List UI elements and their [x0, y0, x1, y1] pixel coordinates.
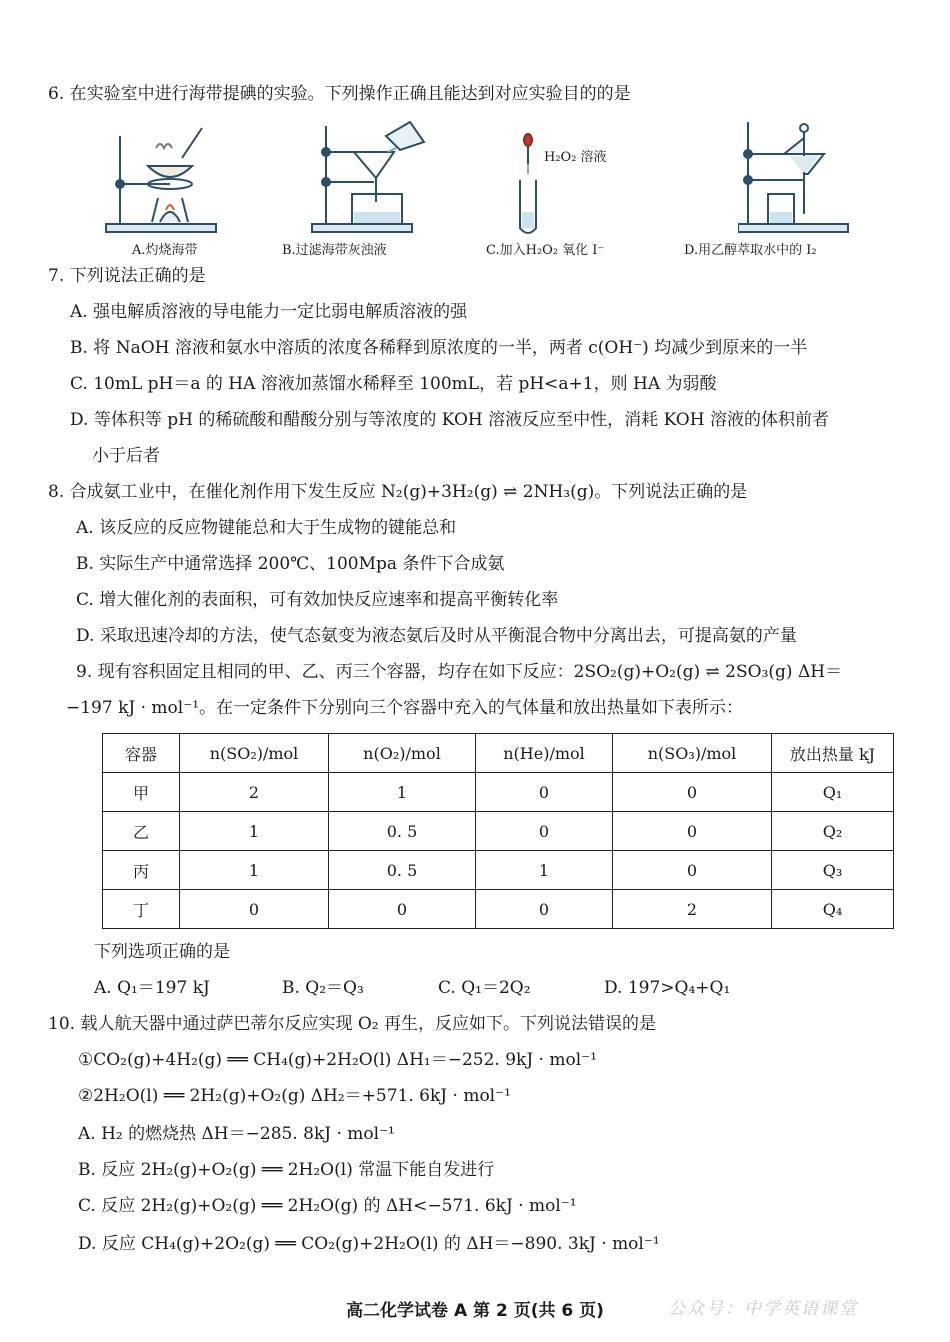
q7-option-c: C. 10mL pH＝a 的 HA 溶液加蒸馏水稀释至 100mL，若 pH<a+1，则 HA 为弱酸 [70, 374, 717, 394]
q10-option-c: C. 反应 2H₂(g)+O₂(g) ══ 2H₂O(g) 的 ΔH<−571. 6kJ · mol⁻¹ [78, 1196, 577, 1216]
table-cell: Q₁ [772, 773, 894, 812]
apparatus-a-crucible-burning [100, 118, 230, 240]
q7-stem: 7. 下列说法正确的是 [48, 266, 206, 286]
watermark: 公众号：中学英语课堂 [668, 1299, 858, 1319]
page-footer: 高二化学试卷 A 第 2 页(共 6 页) [346, 1301, 604, 1321]
table-cell: 丁 [103, 890, 180, 929]
table-cell: 0. 5 [329, 812, 476, 851]
table-header: n(SO₃)/mol [613, 734, 772, 773]
q10-option-d: D. 反应 CH₄(g)+2O₂(g) ══ CO₂(g)+2H₂O(l) 的 ΔH＝−890. 3kJ · mol⁻¹ [78, 1234, 660, 1254]
table-cell: 0 [476, 773, 613, 812]
q9-option-b: B. Q₂＝Q₃ [282, 978, 364, 998]
table-cell: 0 [613, 773, 772, 812]
q7-option-d: D. 等体积等 pH 的稀硫酸和醋酸分别与等浓度的 KOH 溶液反应至中性，消耗 KOH 溶液的体积前者 [70, 410, 829, 430]
q9-table [102, 733, 894, 929]
table-cell: 1 [476, 851, 613, 890]
table-header-row [103, 734, 894, 773]
q10-option-b: B. 反应 2H₂(g)+O₂(g) ══ 2H₂O(l) 常温下能自发进行 [78, 1160, 495, 1180]
caption-a: A.灼烧海带 [132, 243, 198, 258]
q7-option-d-cont: 小于后者 [92, 446, 160, 466]
table-cell: 0 [476, 890, 613, 929]
q9-prompt: 下列选项正确的是 [94, 942, 230, 962]
q10-stem: 10. 载人航天器中通过萨巴蒂尔反应实现 O₂ 再生，反应如下。下列说法错误的是 [48, 1014, 656, 1034]
table-header: n(He)/mol [476, 734, 613, 773]
q9-option-a: A. Q₁＝197 kJ [94, 978, 210, 998]
table-cell: 乙 [103, 812, 180, 851]
table-cell: 甲 [103, 773, 180, 812]
caption-b: B.过滤海带灰浊液 [282, 243, 387, 258]
q8-option-c: C. 增大催化剂的表面积，可有效加快反应速率和提高平衡转化率 [76, 590, 559, 610]
table-row [103, 773, 894, 812]
reagent-label: H₂O₂ 溶液 [544, 150, 607, 165]
table-cell: 2 [180, 773, 329, 812]
table-header: 容器 [103, 734, 180, 773]
caption-c: C.加入H₂O₂ 氧化 I⁻ [486, 243, 605, 258]
q8-option-d: D. 采取迅速冷却的方法，使气态氨变为液态氨后及时从平衡混合物中分离出去，可提高氨的产量 [76, 626, 797, 646]
table-cell: Q₄ [772, 890, 894, 929]
table-cell: 1 [329, 773, 476, 812]
table-row [103, 851, 894, 890]
table-cell: Q₂ [772, 812, 894, 851]
table-cell: 0 [476, 812, 613, 851]
q9-option-d: D. 197>Q₄+Q₁ [604, 978, 731, 998]
table-header: n(O₂)/mol [329, 734, 476, 773]
table-cell: 1 [180, 851, 329, 890]
q8-option-b: B. 实际生产中通常选择 200℃、100Mpa 条件下合成氨 [76, 554, 505, 574]
q7-option-a: A. 强电解质溶液的导电能力一定比弱电解质溶液的强 [70, 302, 468, 322]
q6-diagrams [48, 118, 908, 263]
q8-stem: 8. 合成氨工业中，在催化剂作用下发生反应 N₂(g)+3H₂(g) ⇌ 2NH₃(g)。下列说法正确的是 [48, 482, 748, 502]
table-cell: 1 [180, 812, 329, 851]
table-row [103, 812, 894, 851]
table-cell: 0 [180, 890, 329, 929]
table-cell: 丙 [103, 851, 180, 890]
table-cell: 0 [329, 890, 476, 929]
caption-d: D.用乙醇萃取水中的 I₂ [684, 243, 817, 258]
q10-option-a: A. H₂ 的燃烧热 ΔH＝−285. 8kJ · mol⁻¹ [78, 1124, 395, 1144]
apparatus-d-separatory-funnel [738, 118, 868, 240]
table-header: n(SO₂)/mol [180, 734, 329, 773]
table-cell: 0 [613, 851, 772, 890]
q10-reaction-2: ②2H₂O(l) ══ 2H₂(g)+O₂(g) ΔH₂＝+571. 6kJ · mol⁻¹ [78, 1086, 511, 1106]
q7-option-b: B. 将 NaOH 溶液和氨水中溶质的浓度各稀释到原浓度的一半，两者 c(OH⁻) 均减少到原来的一半 [70, 338, 808, 358]
q8-option-a: A. 该反应的反应物键能总和大于生成物的键能总和 [76, 518, 457, 538]
q9-stem-1: 9. 现有容积固定且相同的甲、乙、丙三个容器，均存在如下反应：2SO₂(g)+O₂(g) ⇌ 2SO₃(g) ΔH＝ [76, 662, 843, 682]
table-cell: 0. 5 [329, 851, 476, 890]
table-header: 放出热量 kJ [772, 734, 894, 773]
q10-reaction-1: ①CO₂(g)+4H₂(g) ══ CH₄(g)+2H₂O(l) ΔH₁＝−252. 9kJ · mol⁻¹ [78, 1050, 597, 1070]
q9-stem-2: −197 kJ · mol⁻¹。在一定条件下分别向三个容器中充入的气体量和放出热量如下表所示： [66, 698, 744, 718]
apparatus-c-dropper-testtube [508, 118, 618, 240]
q6-stem: 6. 在实验室中进行海带提碘的实验。下列操作正确且能达到对应实验目的的是 [48, 84, 631, 104]
apparatus-b-filtration [306, 118, 436, 240]
table-cell: Q₃ [772, 851, 894, 890]
q9-option-c: C. Q₁＝2Q₂ [438, 978, 531, 998]
table-row [103, 890, 894, 929]
table-cell: 2 [613, 890, 772, 929]
table-cell: 0 [613, 812, 772, 851]
